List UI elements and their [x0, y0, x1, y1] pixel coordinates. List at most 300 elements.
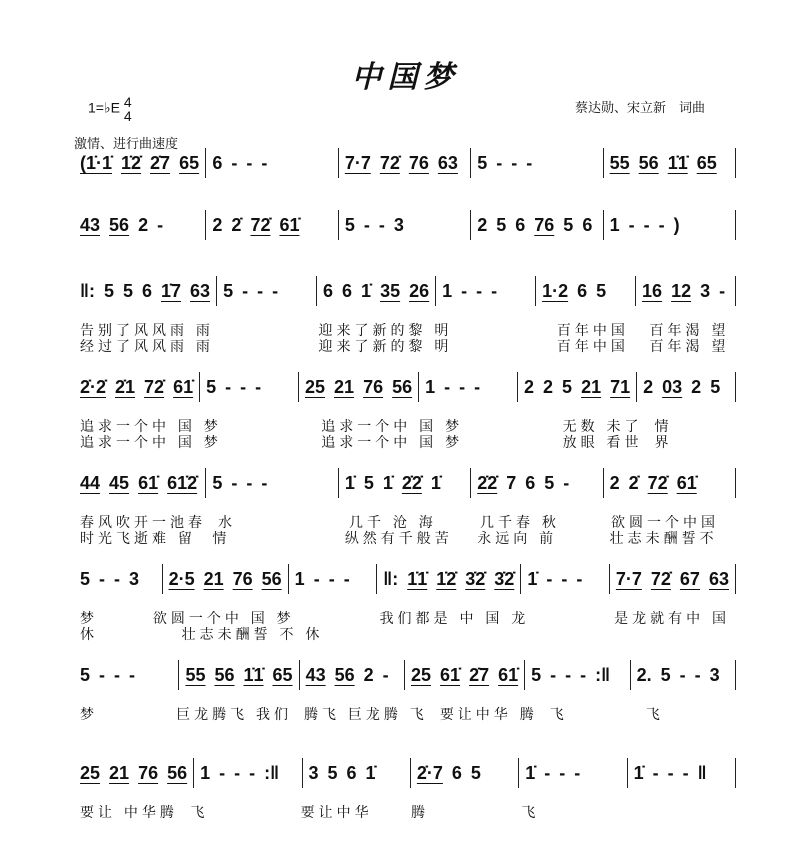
- lyric-text: 纵然有千般苦: [344, 530, 453, 546]
- note: :‖: [264, 762, 280, 783]
- note: 1̇2̇: [121, 152, 142, 173]
- note: 2: [212, 214, 223, 235]
- note: 63: [437, 152, 458, 173]
- note: 63: [190, 280, 211, 301]
- note: 2: [543, 376, 554, 397]
- note: 56: [261, 568, 282, 589]
- note: 5: [80, 664, 91, 685]
- note: 76: [138, 762, 159, 783]
- note: 76: [408, 152, 429, 173]
- note: 65: [179, 152, 200, 173]
- note: 45: [109, 472, 130, 493]
- note: -: [476, 280, 483, 301]
- note: 6: [212, 152, 223, 173]
- lyric-text: 百年中国: [556, 322, 629, 338]
- note: 2: [363, 664, 374, 685]
- note: 5: [223, 280, 234, 301]
- measure: [74, 564, 163, 594]
- song-title: 中国梦: [351, 60, 460, 95]
- note: 1̇: [361, 280, 372, 301]
- note: 6: [515, 214, 526, 235]
- note: 35: [380, 280, 401, 301]
- note: 2̇7: [150, 152, 171, 173]
- lyric-text: 时光飞逝难 留: [80, 530, 196, 546]
- note: 1̇1̇: [243, 664, 264, 685]
- key-prefix: 1=: [88, 99, 104, 116]
- note: 61̇: [676, 472, 697, 493]
- note: -: [261, 152, 268, 173]
- note: 5: [531, 664, 542, 685]
- lyric-text: 梦: [80, 706, 98, 722]
- lyric-text: 飞: [549, 706, 568, 722]
- measure: [377, 564, 521, 594]
- note: 72̇: [250, 214, 271, 235]
- note: -: [261, 472, 268, 493]
- lyric-text: 梦: [80, 610, 98, 626]
- lyric-text: 百年中国: [556, 338, 629, 354]
- note: 2̇·2̇: [80, 376, 107, 397]
- measure-row: [74, 374, 736, 400]
- note: -: [719, 280, 726, 301]
- measure: [518, 372, 637, 402]
- lyric-text: 欲圆一个中 国 梦: [152, 610, 295, 626]
- note: -: [559, 762, 566, 783]
- note: 5: [477, 152, 488, 173]
- lyric-text: 百年渴 望: [649, 338, 730, 354]
- measure: [339, 468, 471, 498]
- note: 5: [470, 762, 481, 783]
- measure: [411, 758, 519, 788]
- note: 7·7: [615, 568, 642, 589]
- lyric-text: 巨龙腾飞 我们: [176, 706, 293, 722]
- note: 6: [141, 280, 152, 301]
- note: 6: [577, 280, 588, 301]
- note: -: [563, 472, 570, 493]
- measure: [206, 468, 338, 498]
- key-signature: [88, 95, 132, 123]
- lyric-line: [74, 418, 736, 434]
- measure: [179, 660, 299, 690]
- measure: [419, 372, 518, 402]
- lyric-text: [228, 434, 316, 450]
- note: -: [255, 376, 262, 397]
- note: 6: [342, 280, 353, 301]
- note: 72̇: [650, 568, 671, 589]
- note: 2: [477, 214, 488, 235]
- note: 76: [363, 376, 384, 397]
- lyric-line: [74, 804, 736, 820]
- note: 12: [671, 280, 692, 301]
- measure: [525, 660, 630, 690]
- measure: [74, 758, 194, 788]
- note: 1·2: [542, 280, 569, 301]
- note: 2·5: [168, 568, 195, 589]
- note: 56: [392, 376, 413, 397]
- score-system: [74, 662, 736, 722]
- lyric-text: [220, 322, 313, 338]
- note: 2: [643, 376, 654, 397]
- time-den: 4: [123, 108, 132, 124]
- note: 1: [200, 762, 211, 783]
- lyric-line: [74, 322, 736, 338]
- note: -: [550, 664, 557, 685]
- lyric-text: [301, 610, 374, 626]
- lyric-text: 春风吹开一池春: [80, 514, 206, 530]
- note: 2: [609, 472, 620, 493]
- note: -: [682, 762, 689, 783]
- note: 2.: [636, 664, 652, 685]
- note: 65: [696, 152, 717, 173]
- note: -: [231, 152, 238, 173]
- note: 72̇: [379, 152, 400, 173]
- note: 43: [80, 214, 101, 235]
- note: -: [574, 762, 581, 783]
- note: -: [643, 214, 650, 235]
- note: -: [496, 152, 503, 173]
- lyric-text: 迎来了新的黎 明: [318, 338, 453, 354]
- time-signature: [124, 95, 132, 123]
- note: -: [99, 664, 106, 685]
- measure: [637, 372, 736, 402]
- note: -: [658, 214, 665, 235]
- note: 71: [610, 376, 631, 397]
- measure: [299, 372, 419, 402]
- lyric-line: [74, 338, 736, 354]
- note: 1̇: [633, 762, 644, 783]
- note: 25: [80, 762, 101, 783]
- measure: [303, 758, 411, 788]
- lyric-text: 放眼 看世: [562, 434, 643, 450]
- note: -: [378, 214, 385, 235]
- lyric-text: [228, 418, 316, 434]
- note: 3̇2̇: [494, 568, 515, 589]
- note: 61̇: [279, 214, 300, 235]
- note: 21: [203, 568, 224, 589]
- lyric-text: 飞: [645, 706, 664, 722]
- measure: [610, 564, 736, 594]
- note: 2̇2̇: [477, 472, 498, 493]
- lyric-text: [533, 626, 635, 642]
- note: 1̇1̇: [407, 568, 428, 589]
- note: 7·7: [344, 152, 371, 173]
- note: -: [444, 376, 451, 397]
- note: 5: [660, 664, 671, 685]
- note: 21: [581, 376, 602, 397]
- note: 5: [103, 280, 114, 301]
- lyric-line: [74, 530, 736, 546]
- note: -: [129, 664, 136, 685]
- measure: [519, 758, 627, 788]
- note: -: [544, 762, 551, 783]
- note: 5: [206, 376, 217, 397]
- key-flat: ♭E: [103, 99, 120, 116]
- score-system: [74, 150, 736, 176]
- lyric-text: [458, 322, 551, 338]
- note: -: [667, 762, 674, 783]
- measure: [74, 210, 206, 240]
- note: 56: [214, 664, 235, 685]
- note: 25: [411, 664, 432, 685]
- lyric-text: 经过了风风雨 雨: [80, 338, 214, 354]
- note: 1̇2̇: [436, 568, 457, 589]
- note: 1̇7: [161, 280, 182, 301]
- lyric-text: 飞: [521, 804, 540, 820]
- lyric-text: 情: [212, 530, 231, 546]
- lyric-text: 要让中华 腾: [439, 706, 538, 722]
- note: 56: [167, 762, 188, 783]
- note: 63: [708, 568, 729, 589]
- note: 3̇2̇: [465, 568, 486, 589]
- measure-row: [74, 470, 736, 496]
- note: -: [157, 214, 164, 235]
- lyric-text: 追求一个中 国 梦: [321, 418, 464, 434]
- note: -: [234, 762, 241, 783]
- note: 55: [609, 152, 630, 173]
- note: -: [99, 568, 106, 589]
- measure: [339, 148, 471, 178]
- note: 2̇: [628, 472, 639, 493]
- measure: [521, 564, 610, 594]
- time-num: 4: [123, 94, 132, 110]
- note: 1̇: [365, 762, 376, 783]
- note: -: [652, 762, 659, 783]
- note: -: [561, 568, 568, 589]
- note: 3: [393, 214, 404, 235]
- note: 2̇·7: [416, 762, 443, 783]
- note: 2̇1: [115, 376, 136, 397]
- note: 3: [700, 280, 711, 301]
- note: 56: [334, 664, 355, 685]
- note: 2: [691, 376, 702, 397]
- lyric-text: 是龙就有中 国: [614, 610, 731, 626]
- measure: [536, 276, 636, 306]
- note: 5: [363, 472, 374, 493]
- note: ‖: [697, 762, 707, 783]
- note: 1̇: [525, 762, 536, 783]
- note: 43: [305, 664, 326, 685]
- measure: [217, 276, 317, 306]
- measure-row: [74, 278, 736, 304]
- measure: [74, 660, 179, 690]
- lyric-text: 壮志未酬誓不: [609, 530, 718, 546]
- measure: [74, 468, 206, 498]
- measure: [74, 372, 200, 402]
- note: -: [576, 568, 583, 589]
- note: 5: [327, 762, 338, 783]
- measure-row: [74, 150, 736, 176]
- note: 3: [709, 664, 720, 685]
- note: 65: [272, 664, 293, 685]
- note: 6: [323, 280, 334, 301]
- lyric-text: 追求一个中 国 梦: [80, 434, 222, 450]
- note: -: [694, 664, 701, 685]
- note: 72̇: [647, 472, 668, 493]
- note: -: [491, 280, 498, 301]
- note: 6: [525, 472, 536, 493]
- note: 61̇2̇: [167, 472, 198, 493]
- author-credit: 蔡达勋、宋立新 词曲: [575, 100, 706, 115]
- lyric-text: 永远向 前: [477, 530, 558, 546]
- score-system: [74, 278, 736, 354]
- lyric-text: 追求一个中 国 梦: [80, 418, 222, 434]
- measure: [471, 148, 603, 178]
- lyric-text: 腾: [410, 804, 429, 820]
- measure: [471, 468, 603, 498]
- score-system: [74, 212, 736, 238]
- note: -: [114, 568, 121, 589]
- note: -: [679, 664, 686, 685]
- measure: [194, 758, 302, 788]
- score-system: [74, 566, 736, 642]
- note: -: [461, 280, 468, 301]
- lyric-text: [626, 804, 736, 820]
- note: 2: [524, 376, 535, 397]
- note: -: [240, 376, 247, 397]
- lyric-text: 我们都是 中 国 龙: [379, 610, 530, 626]
- note: 16: [642, 280, 663, 301]
- note: (1̇·1̇: [80, 152, 113, 173]
- note: 26: [409, 280, 430, 301]
- note: 1̇1̇: [667, 152, 688, 173]
- note: -: [257, 280, 264, 301]
- measure: [300, 660, 405, 690]
- lyric-text: 迎来了新的黎 明: [318, 322, 453, 338]
- note: 56: [638, 152, 659, 173]
- note: 55: [185, 664, 206, 685]
- measure: [339, 210, 471, 240]
- note: 61̇: [498, 664, 519, 685]
- note: 2̇2̇: [401, 472, 422, 493]
- note: -: [459, 376, 466, 397]
- note: -: [382, 664, 389, 685]
- note: 61̇: [173, 376, 194, 397]
- measure-row: [74, 566, 736, 592]
- measure: [604, 148, 736, 178]
- measure: [289, 564, 378, 594]
- note: :‖: [595, 664, 611, 685]
- note: 2: [138, 214, 149, 235]
- measure: [317, 276, 436, 306]
- lyric-text: [458, 338, 551, 354]
- note: -: [546, 568, 553, 589]
- note: -: [114, 664, 121, 685]
- note: 5: [496, 214, 507, 235]
- measure: [604, 210, 736, 240]
- note: 76: [534, 214, 555, 235]
- note: 6: [451, 762, 462, 783]
- note: -: [565, 664, 572, 685]
- lyric-text: 休: [80, 626, 98, 642]
- note: -: [225, 376, 232, 397]
- lyric-text: 腾飞 巨龙腾 飞: [304, 706, 428, 722]
- lyric-text: 几千春 秋: [480, 514, 560, 530]
- note: 72̇: [144, 376, 165, 397]
- score-system: [74, 470, 736, 546]
- score-system: [74, 374, 736, 450]
- measure-row: [74, 760, 736, 786]
- lyric-text: 水: [218, 514, 236, 530]
- note: 1̇: [382, 472, 393, 493]
- note: -: [511, 152, 518, 173]
- note: 5: [122, 280, 133, 301]
- note: -: [580, 664, 587, 685]
- note: 67: [679, 568, 700, 589]
- note: 5: [563, 214, 574, 235]
- note: 1̇: [344, 472, 355, 493]
- lyric-text: 追求一个中 国 梦: [321, 434, 464, 450]
- measure: [206, 148, 338, 178]
- note: 21: [334, 376, 355, 397]
- lyric-text: 界: [654, 434, 673, 450]
- note: 1: [609, 214, 620, 235]
- lyric-text: [329, 626, 431, 642]
- note: 61̇: [440, 664, 461, 685]
- note: -: [231, 472, 238, 493]
- measure: [436, 276, 536, 306]
- lyric-text: 欲圆一个中国: [611, 514, 719, 530]
- note: -: [474, 376, 481, 397]
- note: ): [673, 214, 680, 235]
- note: 3: [129, 568, 140, 589]
- note: -: [246, 472, 253, 493]
- measure-row: [74, 662, 736, 688]
- note: ‖:: [383, 568, 399, 589]
- note: 5: [562, 376, 573, 397]
- note: 56: [109, 214, 130, 235]
- note: 76: [232, 568, 253, 589]
- lyric-text: [535, 610, 608, 626]
- note: -: [272, 280, 279, 301]
- score-system: [74, 760, 736, 820]
- lyric-text: [469, 434, 557, 450]
- note: 1̇: [430, 472, 441, 493]
- note: 2̇7: [469, 664, 490, 685]
- measure: [628, 758, 736, 788]
- lyric-text: 飞: [190, 804, 209, 820]
- note: 61̇: [138, 472, 159, 493]
- note: -: [343, 568, 350, 589]
- measure-row: [74, 212, 736, 238]
- note: -: [219, 762, 226, 783]
- measure: [163, 564, 289, 594]
- measure: [206, 210, 338, 240]
- measure: [471, 210, 603, 240]
- lyric-line: [74, 626, 736, 642]
- note: 6: [582, 214, 593, 235]
- tempo-marking: 激情、进行曲速度: [74, 136, 179, 151]
- lyric-text: 无数 未了: [562, 418, 643, 434]
- note: 5: [212, 472, 223, 493]
- note: -: [628, 214, 635, 235]
- note: 21: [109, 762, 130, 783]
- lyric-line: [74, 610, 736, 626]
- measure: [74, 276, 217, 306]
- note: 1: [442, 280, 453, 301]
- measure: [604, 468, 736, 498]
- measure: [405, 660, 525, 690]
- note: 5: [344, 214, 355, 235]
- lyric-line: [74, 434, 736, 450]
- note: 03: [662, 376, 683, 397]
- lyric-text: 情: [654, 418, 673, 434]
- note: 5: [710, 376, 721, 397]
- lyric-line: [74, 706, 736, 722]
- note: -: [526, 152, 533, 173]
- lyric-text: [634, 626, 736, 642]
- note: 6: [346, 762, 357, 783]
- note: -: [246, 152, 253, 173]
- measure: [200, 372, 299, 402]
